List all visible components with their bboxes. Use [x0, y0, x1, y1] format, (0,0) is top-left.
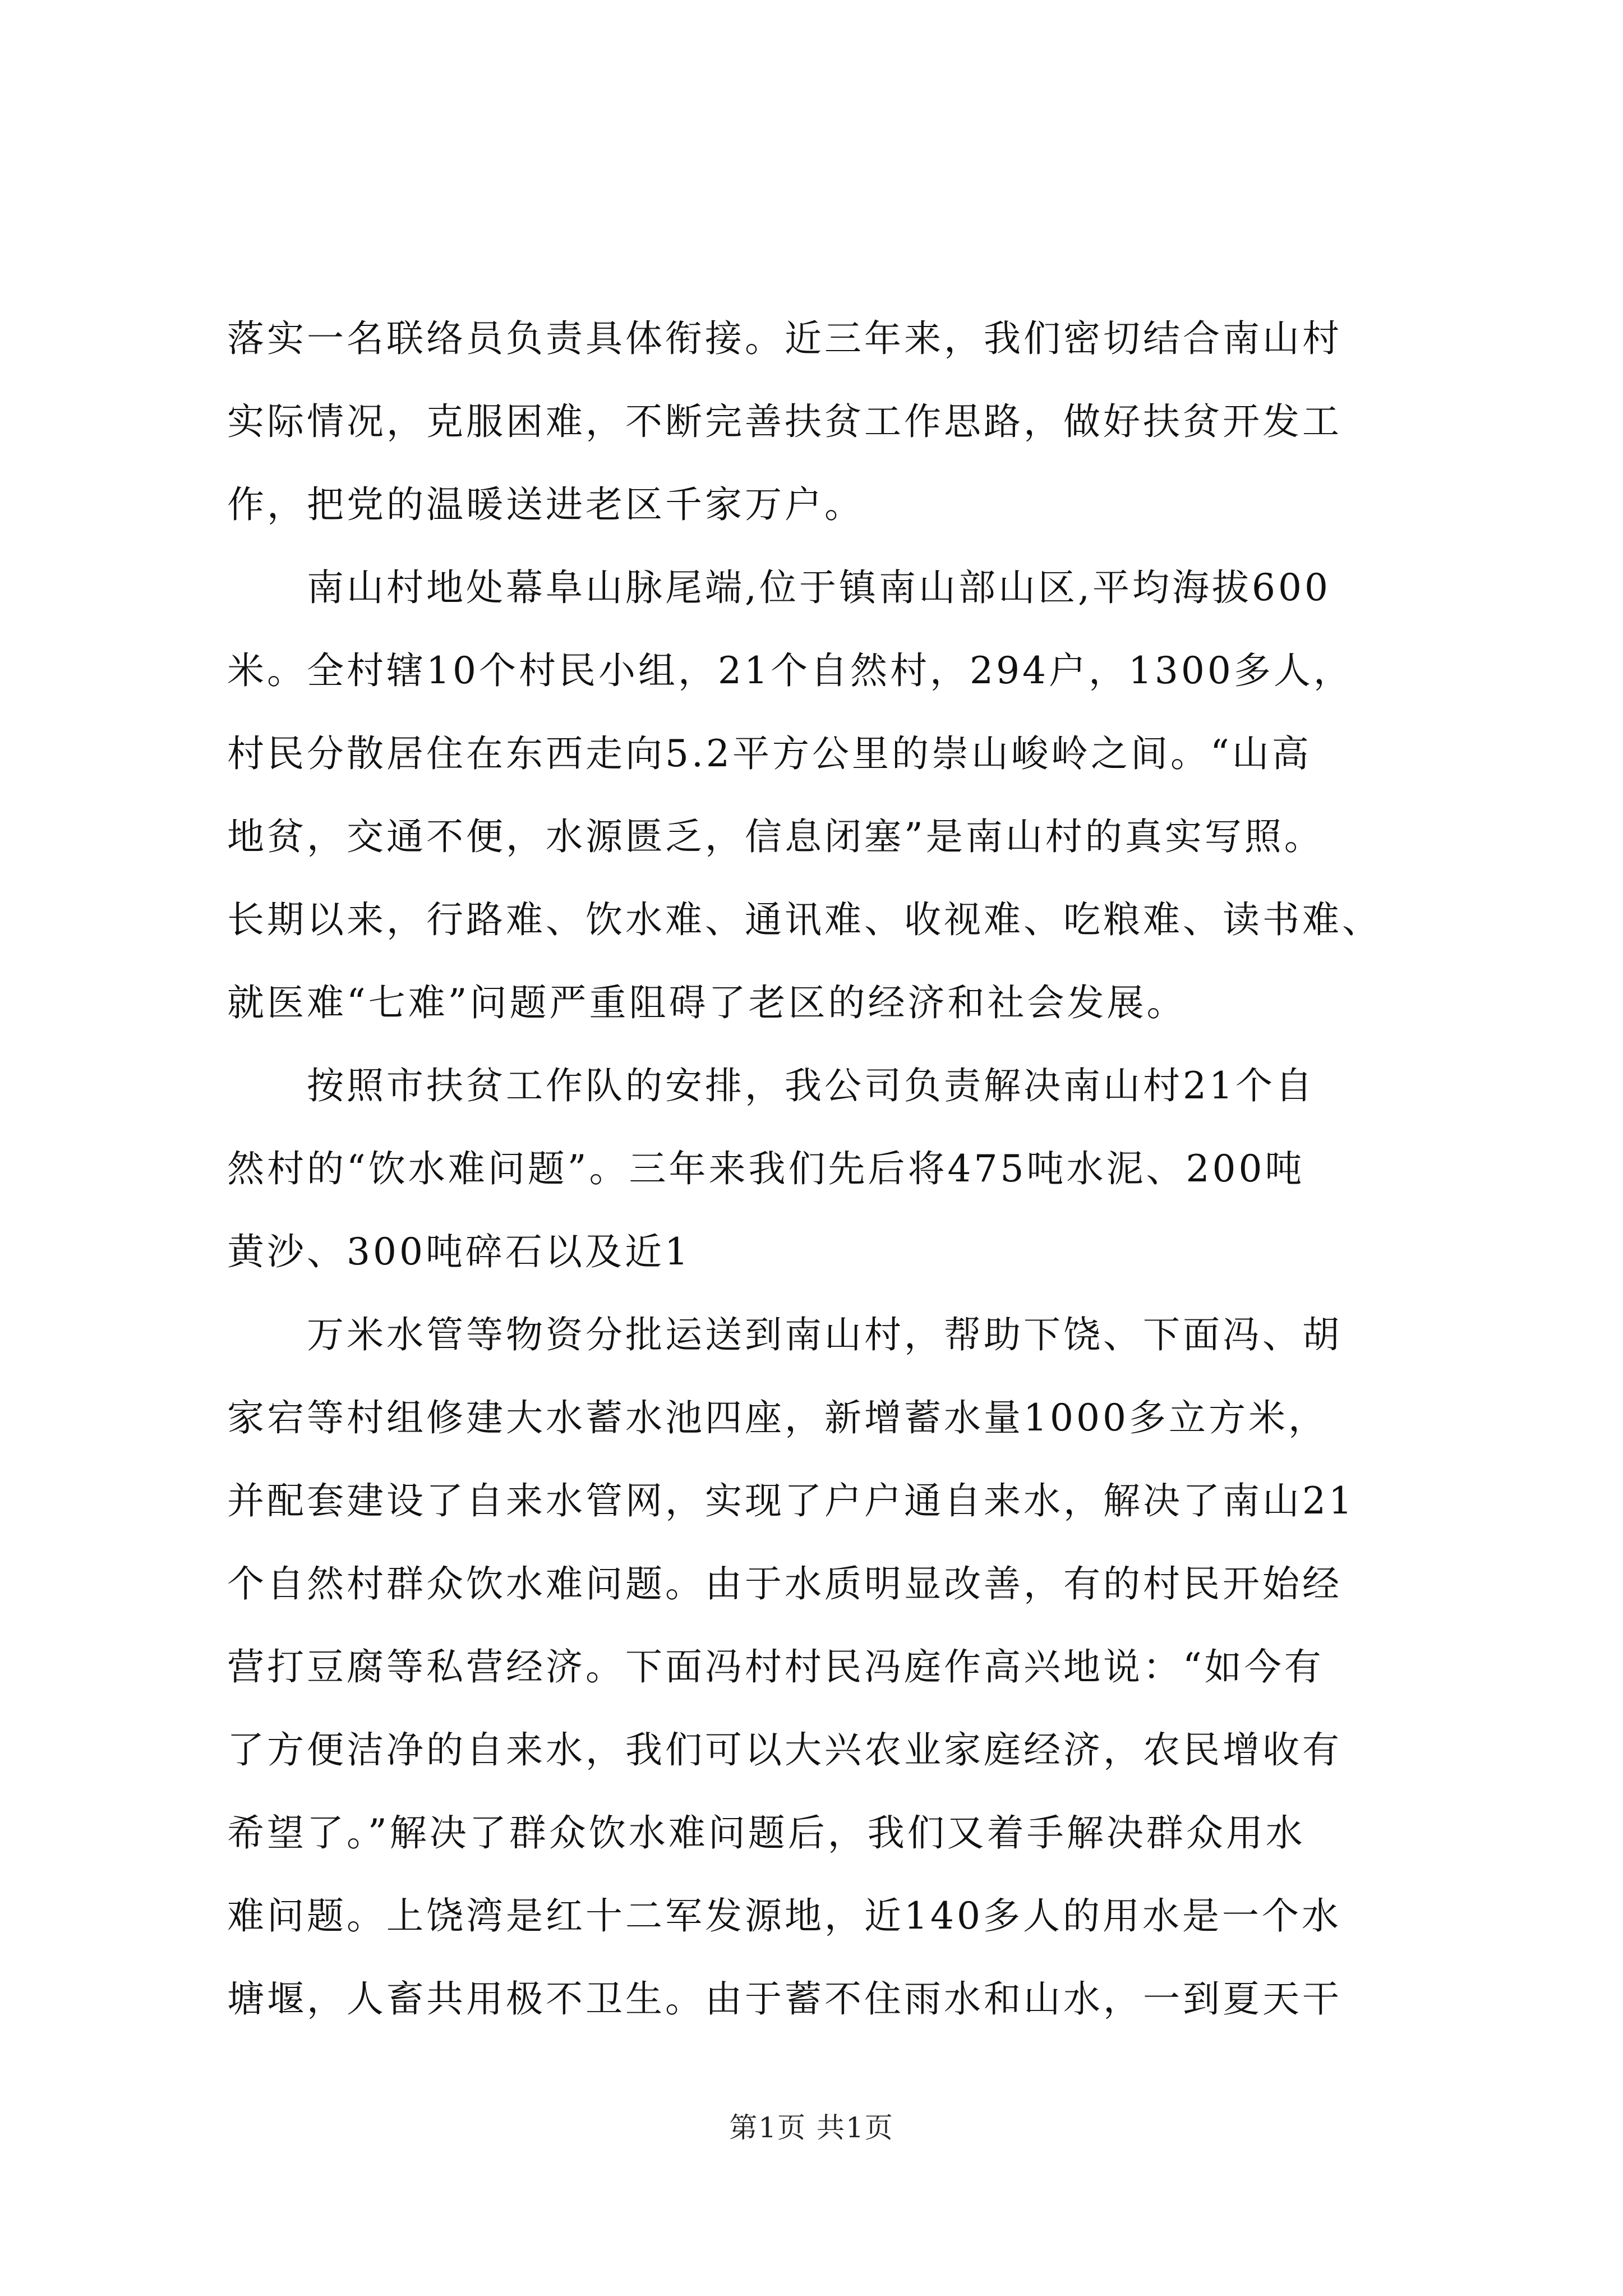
text-line: 塘堰，人畜共用极不卫生。由于蓄不住雨水和山水，一到夏天干: [227, 1977, 1342, 2021]
text-line: 并配套建设了自来水管网，实现了户户通自来水，解决了南山21: [227, 1479, 1355, 1522]
paragraph-start-line: 南山村地处幕阜山脉尾端,位于镇南山部山区,平均海拔600: [307, 566, 1331, 609]
text-line: 难问题。上饶湾是红十二军发源地，近140多人的用水是一个水: [227, 1894, 1341, 1938]
text-line: 米。全村辖10个村民小组，21个自然村，294户，1300多人，: [227, 649, 1353, 692]
text-line: 然村的“饮水难问题”。三年来我们先后将475吨水泥、200吨: [227, 1147, 1305, 1190]
text-line: 实际情况，克服困难，不断完善扶贫工作思路，做好扶贫开发工: [227, 400, 1342, 443]
text-line: 黄沙、300吨碎石以及近1: [227, 1230, 691, 1273]
text-line: 落实一名联络员负责具体衔接。近三年来，我们密切结合南山村: [227, 317, 1342, 360]
body-text: [227, 297, 1422, 2041]
text-line: 就医难“七难”问题严重阻碍了老区的经济和社会发展。: [227, 981, 1187, 1024]
text-line: 作，把党的温暖送进老区千家万户。: [227, 483, 864, 526]
text-line: 村民分散居住在东西走向5.2平方公里的崇山峻岭之间。“山高: [227, 732, 1312, 775]
text-line: 希望了。”解决了群众饮水难问题后，我们又着手解决群众用水: [227, 1811, 1306, 1855]
text-line: 个自然村群众饮水难问题。由于水质明显改善，有的村民开始经: [227, 1562, 1342, 1605]
text-line: 地贫，交通不便，水源匮乏，信息闭塞”是南山村的真实写照。: [227, 815, 1324, 858]
text-line: 营打豆腐等私营经济。下面冯村村民冯庭作高兴地说：“如今有: [227, 1645, 1324, 1688]
page-number-footer: 第1页 共1页: [729, 2111, 894, 2144]
paragraph-start-line: 按照市扶贫工作队的安排，我公司负责解决南山村21个自: [307, 1064, 1315, 1107]
text-line: 家宕等村组修建大水蓄水池四座，新增蓄水量1000多立方米，: [227, 1396, 1328, 1439]
text-line: 长期以来，行路难、饮水难、通讯难、收视难、吃粮难、读书难、: [227, 898, 1382, 941]
text-line: 了方便洁净的自来水，我们可以大兴农业家庭经济，农民增收有: [227, 1728, 1342, 1772]
paragraph-start-line: 万米水管等物资分批运送到南山村，帮助下饶、下面冯、胡: [307, 1313, 1342, 1356]
